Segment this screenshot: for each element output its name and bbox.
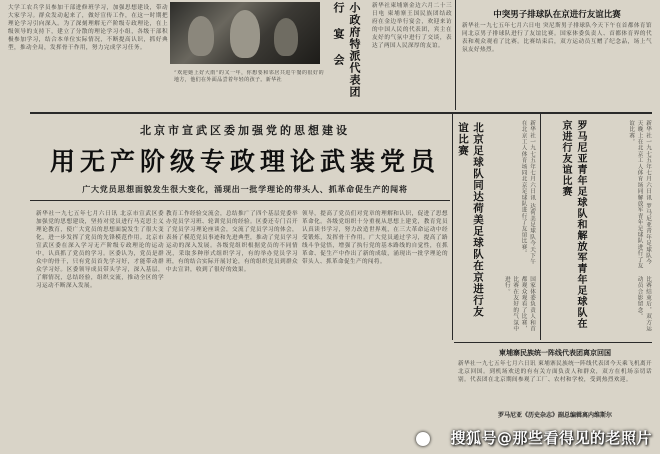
photo-figure: [188, 16, 214, 56]
banquet-vertical-title: 小政府特派代表团 行 宴 会: [332, 2, 361, 98]
headline-top-rule: [30, 112, 652, 114]
narrow-column-article: 新华社柬埔寨金边六月二十三日电 柬埔寨王国民族团结政府在金边举行宴会，欢迎来访的中国人民的代表团，宾主在友好的气氛中进行了交谈，表达了两国人民深厚的友谊。: [372, 3, 452, 49]
main-headline: 用无产阶级专政理论武装党员: [49, 147, 440, 176]
volleyball-article: 新华社一九七五年七月六日电 突尼斯男子排球队今天下午在首都体育馆同北京男子排球队进行了友谊比赛。国家体委负责人、首都体育界的代表和观众观看了比赛。比赛结束后，双方运动员互赠了纪念品，场上气氛友好热烈。: [462, 23, 652, 53]
column-divider: [452, 114, 453, 340]
bottom-right-footnote: 罗马尼亚《历史杂志》副总编辑离内维斯尔: [497, 412, 612, 419]
romania-vertical-title: 罗马尼亚青年足球队和解放军青年足球队在京进行友谊比赛: [560, 120, 586, 329]
main-subhead: 广大党员思想面貌发生很大变化，涌现出一批学理论的带头人、抓革命促生产的闯将: [82, 185, 408, 194]
football-article-2: 国家体委负责人和首都观众观看了比赛，比赛在友好的气氛中进行。: [503, 276, 535, 332]
main-article-col-1: 新华社一九七五年七月六日讯 北京市宣武区委加强党的思想建设，坚持对党员进行马克思主义理论教育，使广大党员的思想面貌发生了很大变化，进一步发挥了党员的先锋模范作用。北京市宣武区委在深入学习无产阶级专政理论的运动中，认真抓了党员的学习。区委认为，党员是群众中的骨干，只有党员首先学习好，才能带动群众学习好。区委领导成员带头学习，深入基层，了解情况，总结经验，组织交流，推动全区的学习运动不断深入发展。: [36, 211, 164, 289]
photo-figure: [274, 18, 298, 56]
main-article-col-3: 领导，提高了党员们对党章的理解和认识，促进了思想革命化。各级党组织十分重视从思想上建党，教育党员认真读书学习，努力改造世界观，在三大革命运动中经受锻炼，发挥骨干作用。广大党员通过学习，提高了路线斗争觉悟，增强了执行党的基本路线的自觉性，在抓革命、促生产中作出了新的成绩，涌现出一批学理论的带头人、抓革命促生产的闯将。: [302, 211, 448, 265]
romania-article: 新华社一九七五年七月六日讯 罗马尼亚青年足球队今天晚上在北京工人体育场同解放军青年足球队进行了友谊比赛。: [628, 120, 651, 269]
news-photo: [170, 2, 320, 64]
headline-bottom-rule: [30, 200, 450, 201]
bottom-right-article: 新华社一九七五年七月六日讯 柬埔寨民族统一阵线代表团今天乘飞机离开北京回国。到机场欢送的有有关方面负责人和群众，双方在机场亲切话别。代表团在北京期间参观了工厂、农村和学校，受到热烈欢迎。: [458, 361, 652, 383]
column-divider: [455, 0, 456, 110]
watermark-logo-icon: [416, 432, 430, 446]
photo-caption: “欢迎她上好大雨”的又一年，你想要和邻居共进午餐的很好的地方，他们在外面品尝着年轻的孩子。新华社: [174, 70, 324, 83]
volleyball-headline: 中突男子排球队在京进行友谊比赛: [493, 10, 621, 20]
photo-figure: [230, 10, 260, 58]
bottom-right-headline: 柬埔寨民族统一阵线代表团离京回国: [499, 349, 611, 357]
section-divider: [454, 342, 652, 343]
football-vertical-title: 北京足球队同达荷美足球队在京进行友谊比赛: [457, 122, 484, 318]
romania-article-2: 比赛结束后，双方运动员合影留念。: [636, 276, 651, 332]
main-article-col-2: 教育工作经验交流会，总结推广了四个基层党委举办党员学习班、轮训党员的经验。区委还专门召开了党员学习理论座谈会，交流了党员学习的体会，表扬了模范党员事迹和先进典型，推动了党员学习运动的深入发展。各级党组织根据党员的不同情况，采取多种形式组织学习，有的举办党员学习班，有的结合实际开展讨论，有的组织党员到群众中去宣讲，收到了很好的效果。: [166, 211, 298, 273]
column-divider: [540, 114, 541, 340]
watermark: 搜狐号@那些看得见的老照片: [450, 429, 652, 447]
main-kicker: 北京市宣武区委加强党的思想建设: [140, 124, 350, 137]
football-article: 新华社一九七五年七月六日讯 达荷美足球队今天下午在北京工人体育场同北京足球队进行了友谊比赛。: [520, 120, 535, 265]
top-left-article: 大学工农兵学员参加干部进修班学习，加强思想建设，带动大家学习。群众发动起来了，做好宣传工作，在这一时期把理论学习引向深入。为了深刻理解无产阶级专政理论，在上级领导的支持下，建立了分散的理论学习小组，各级干部积极参加学习，结合本单位实际情况，不断提高认识，抓好典型，推动全局，发挥骨干作用，努力完成学习任务。: [8, 5, 168, 51]
